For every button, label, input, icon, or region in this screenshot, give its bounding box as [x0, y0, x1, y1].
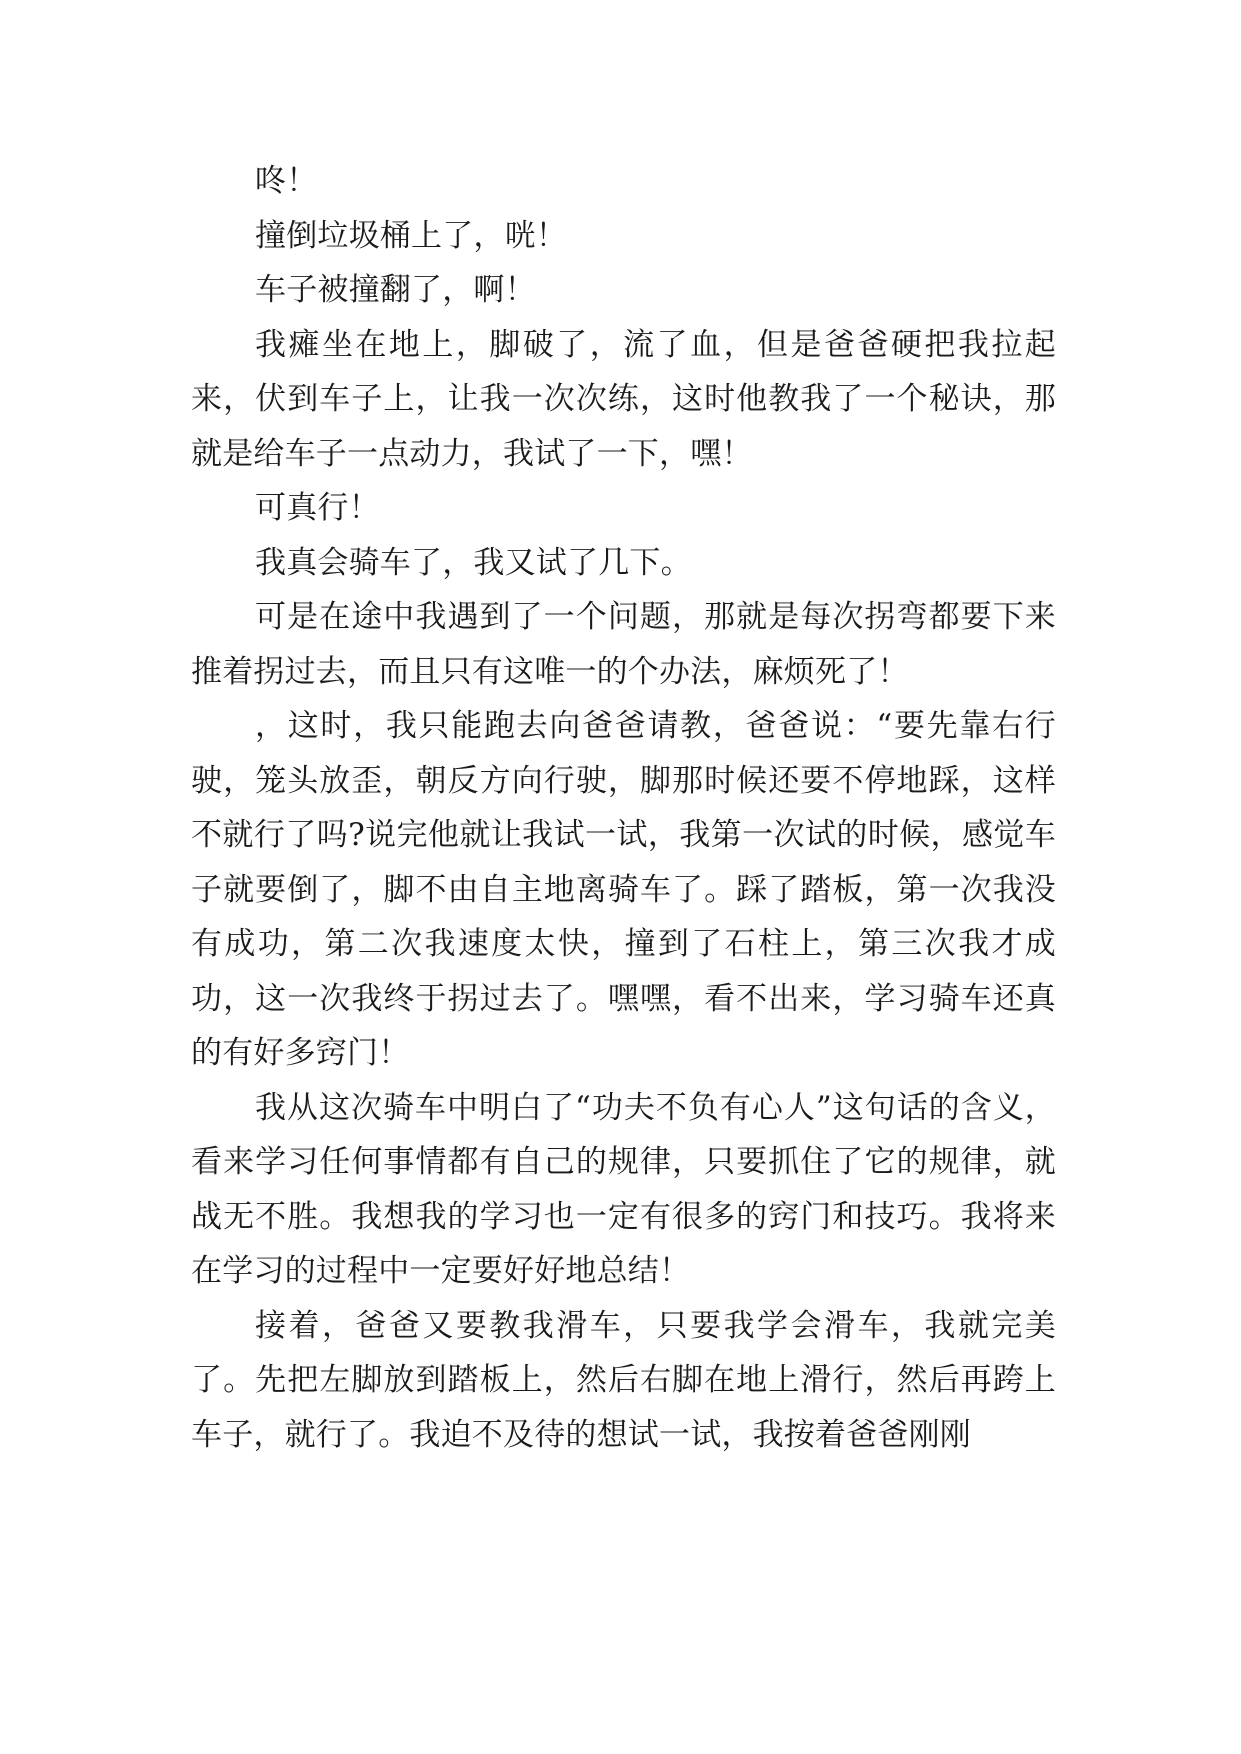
paragraph: 车子被撞翻了，啊！	[255, 272, 536, 308]
paragraph: 我真会骑车了，我又试了几下。	[255, 544, 692, 581]
document-body	[191, 154, 1056, 1462]
paragraph: 撞倒垃圾桶上了，咣！	[255, 217, 567, 254]
paragraph: 我从这次骑车中明白了“功夫不负有心人”这句话的含义，看来学习任何事情都有自己的规律，只要抓住了它的规律，就战无不胜。我想我的学习也一定有很多的窍门和技巧。我将来在学习的过程中一定要好好地总结！	[191, 1089, 1056, 1289]
paragraph: 咚！	[255, 163, 318, 199]
paragraph: 可是在途中我遇到了一个问题，那就是每次拐弯都要下来推着拐过去，而且只有这唯一的个办法，麻烦死了！	[191, 599, 1056, 690]
paragraph: 可真行！	[255, 490, 380, 526]
paragraph: ，这时，我只能跑去向爸爸请教，爸爸说：“要先靠右行驶，笼头放歪，朝反方向行驶，脚那时候还要不停地踩，这样不就行了吗?说完他就让我试一试，我第一次试的时候，感觉车子就要倒了，脚不由自主地离骑车了。踩了踏板，第一次我没有成功，第二次我速度太快，撞到了石柱上，第三次我才成功，这一次我终于拐过去了。嘿嘿，看不出来，学习骑车还真的有好多窍门！	[191, 708, 1056, 1071]
paragraph: 我瘫坐在地上，脚破了，流了血，但是爸爸硬把我拉起来，伏到车子上，让我一次次练，这时他教我了一个秘诀，那就是给车子一点动力，我试了一下，嘿！	[191, 326, 1056, 472]
paragraph: 接着，爸爸又要教我滑车，只要我学会滑车，我就完美了。先把左脚放到踏板上，然后右脚在地上滑行，然后再跨上车子，就行了。我迫不及待的想试一试，我按着爸爸刚刚	[191, 1307, 1056, 1453]
